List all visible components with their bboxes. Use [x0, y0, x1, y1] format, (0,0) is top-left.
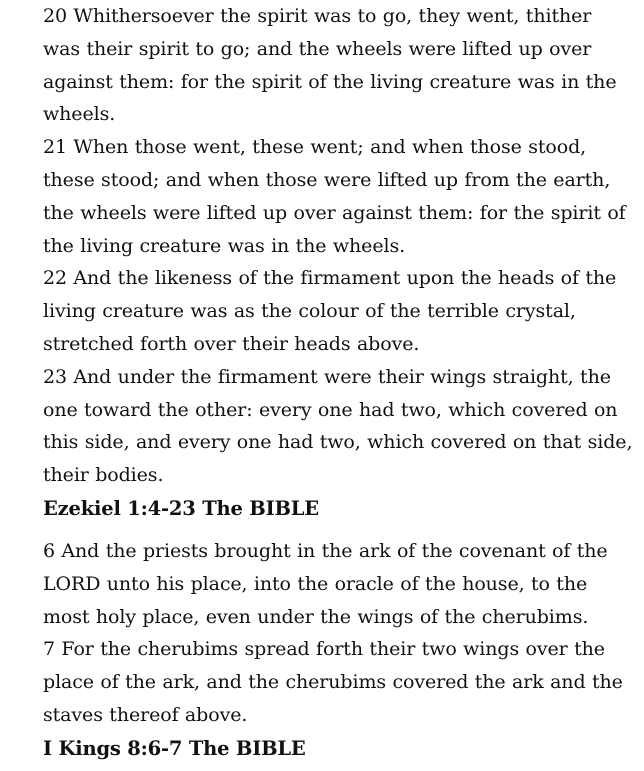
verse-6: 6 And the priests brought in the ark of the covenant of the LORD unto his place, into the oracle of the house, to the most holy place, even under the wings of the cherubims.	[43, 540, 608, 628]
verse-20: 20 Whithersoever the spirit was to go, they went, thither was their spirit to go; and the wheels were lifted up over against them: for the spirit of the living creature was in the wheels.	[43, 5, 617, 126]
verse-22: 22 And the likeness of the firmament upon the heads of the living creature was as the colour of the terrible crystal, stretched forth over their heads above.	[43, 267, 617, 355]
verse-7: 7 For the cherubims spread forth their two wings over the place of the ark, and the cherubims covered the ark and the staves thereof above.	[43, 638, 623, 726]
kings-citation: I Kings 8:6-7 The BIBLE	[43, 736, 306, 760]
verse-23: 23 And under the firmament were their wings straight, the one toward the other: every one had two, which covered on this side, and every one had two, which covered on that side, their bodies.	[43, 365, 633, 487]
ezekiel-passage	[43, 0, 633, 526]
ezekiel-citation: Ezekiel 1:4-23 The BIBLE	[43, 496, 319, 520]
verse-21: 21 When those went, these went; and when those stood, these stood; and when those were lifted up from the earth, the wheels were lifted up over against them: for the spirit of the living creature was in the wheels.	[43, 136, 626, 257]
kings-passage	[43, 535, 633, 766]
